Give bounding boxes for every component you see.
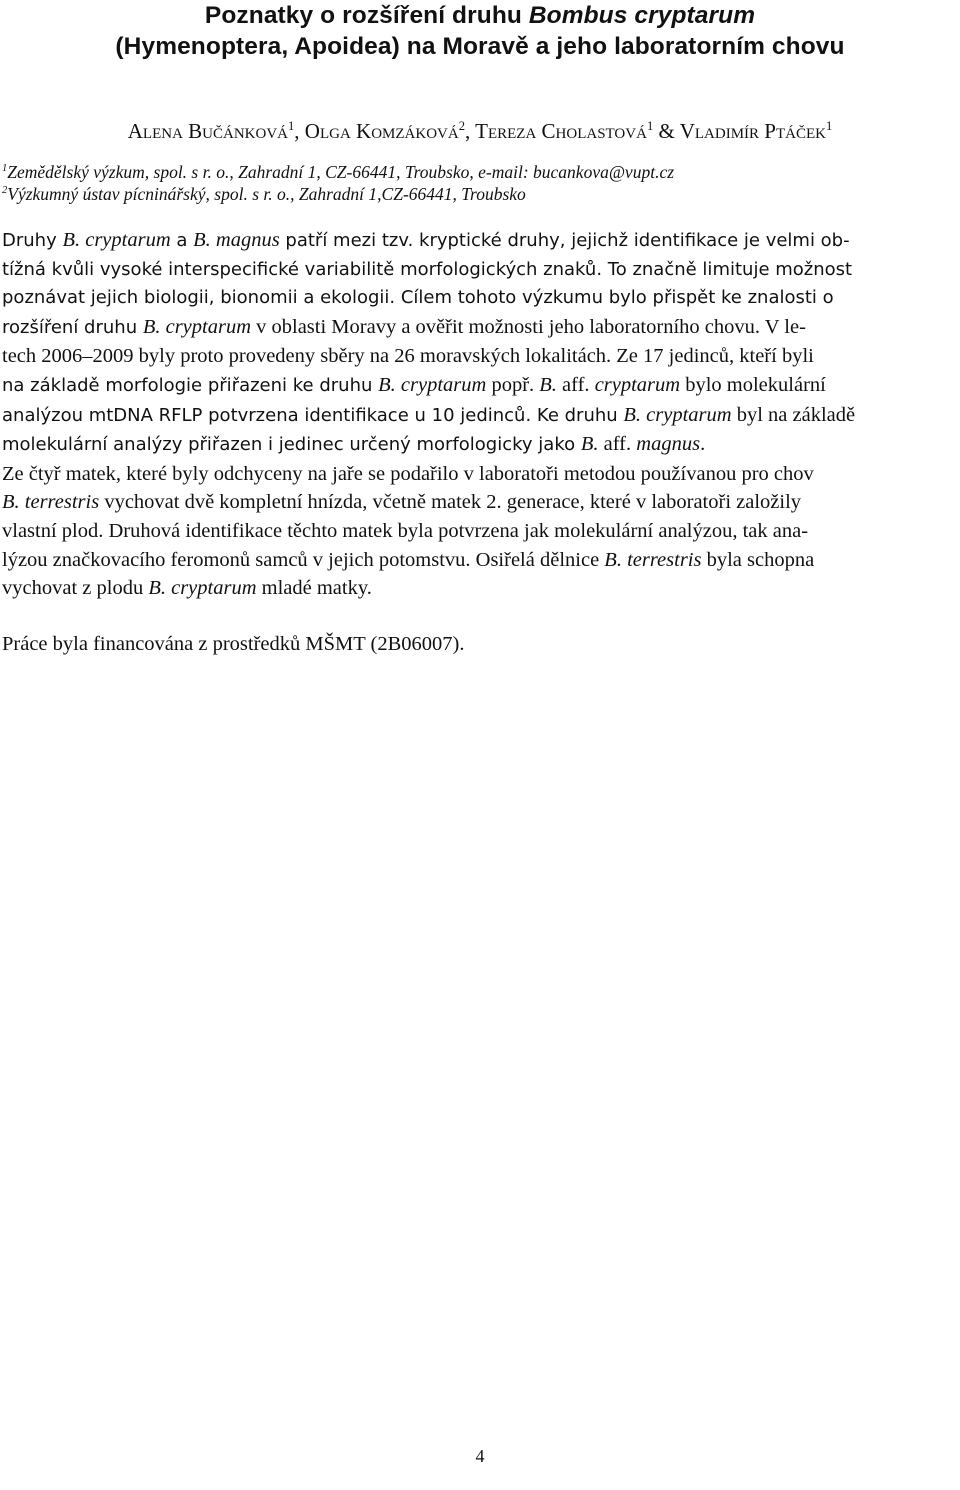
abstract-line: vlastní plod. Druhová identifikace těchto matek byla potvrzena jak molekulární analýzou, tak ana-	[2, 519, 809, 542]
abstract-line: B. terrestris vychovat dvě kompletní hnízda, včetně matek 2. generace, které v laboratoři založily	[2, 491, 802, 514]
abstract-line: Druhy B. cryptarum a B. magnus patří mezi tzv. kryptické druhy, jejichž identifikace je velmi ob-	[2, 229, 850, 251]
abstract-line: tížná kvůli vysoké interspecifické variabilitě morfologických znaků. To značně limituje možnost	[2, 258, 853, 280]
affiliation-2: $^2$Výzkumný ústav pícninářský, spol. s r. o., Zahradní 1,CZ-66441, Troubsko	[2, 183, 526, 204]
abstract-line: vychovat z plodu B. cryptarum mladé matky.	[2, 577, 372, 600]
title-line-1: Poznatky o rozšíření druhu Bombus cryptarum	[204, 2, 756, 29]
funding-note: Práce byla financována z prostředků MŠMT (2B06007).	[2, 633, 465, 655]
abstract-body	[2, 226, 959, 603]
abstract-line: Ze čtyř matek, které byly odchyceny na jaře se podařilo v laboratoři metodou používanou pro chov	[2, 462, 814, 485]
author-name: Alena Bučánková	[127, 119, 288, 143]
abstract-line: analýzou mtDNA RFLP potvrzena identifikace u 10 jedinců. Ke druhu B. cryptarum byl na základě	[2, 403, 856, 426]
author-name: Tereza Cholastová	[475, 119, 647, 143]
author-list: Alena Bučánková$^1$, Olga Komzáková$^2$, Tereza Cholastová$^1$ & Vladimír Ptáček$^1$	[127, 119, 833, 143]
author-name: Vladimír Ptáček	[679, 119, 826, 143]
title-line-2: (Hymenoptera, Apoidea) na Moravě a jeho laboratorním chovu	[115, 33, 845, 60]
page-number: 4	[475, 1446, 485, 1466]
author-name: Olga Komzáková	[304, 119, 459, 143]
abstract-line: rozšíření druhu B. cryptarum v oblasti Moravy a ověřit možnosti jeho laboratorního chovu. V le-	[2, 315, 806, 338]
paper-title	[0, 0, 960, 62]
abstract-line: lýzou značkovacího feromonů samců v jejich potomstvu. Osiřelá dělnice B. terrestris byla schopna	[2, 548, 815, 571]
affiliation-1: $^1$Zemědělský výzkum, spol. s r. o., Zahradní 1, CZ-66441, Troubsko, e-mail: bucankova@vupt.cz	[2, 161, 675, 182]
abstract-line: molekulární analýzy přiřazen i jedinec určený morfologicky jako B. aff. magnus.	[2, 433, 706, 456]
abstract-line: poznávat jejich biologii, bionomii a ekologii. Cílem tohoto výzkumu bylo přispět ke znalosti o	[2, 287, 834, 309]
abstract-line: na základě morfologie přiřazeni ke druhu B. cryptarum popř. B. aff. cryptarum bylo molekulární	[2, 373, 826, 396]
abstract-line: tech 2006–2009 byly proto provedeny sběry na 26 moravských lokalitách. Ze 17 jedinců, kteří byli	[2, 345, 814, 368]
